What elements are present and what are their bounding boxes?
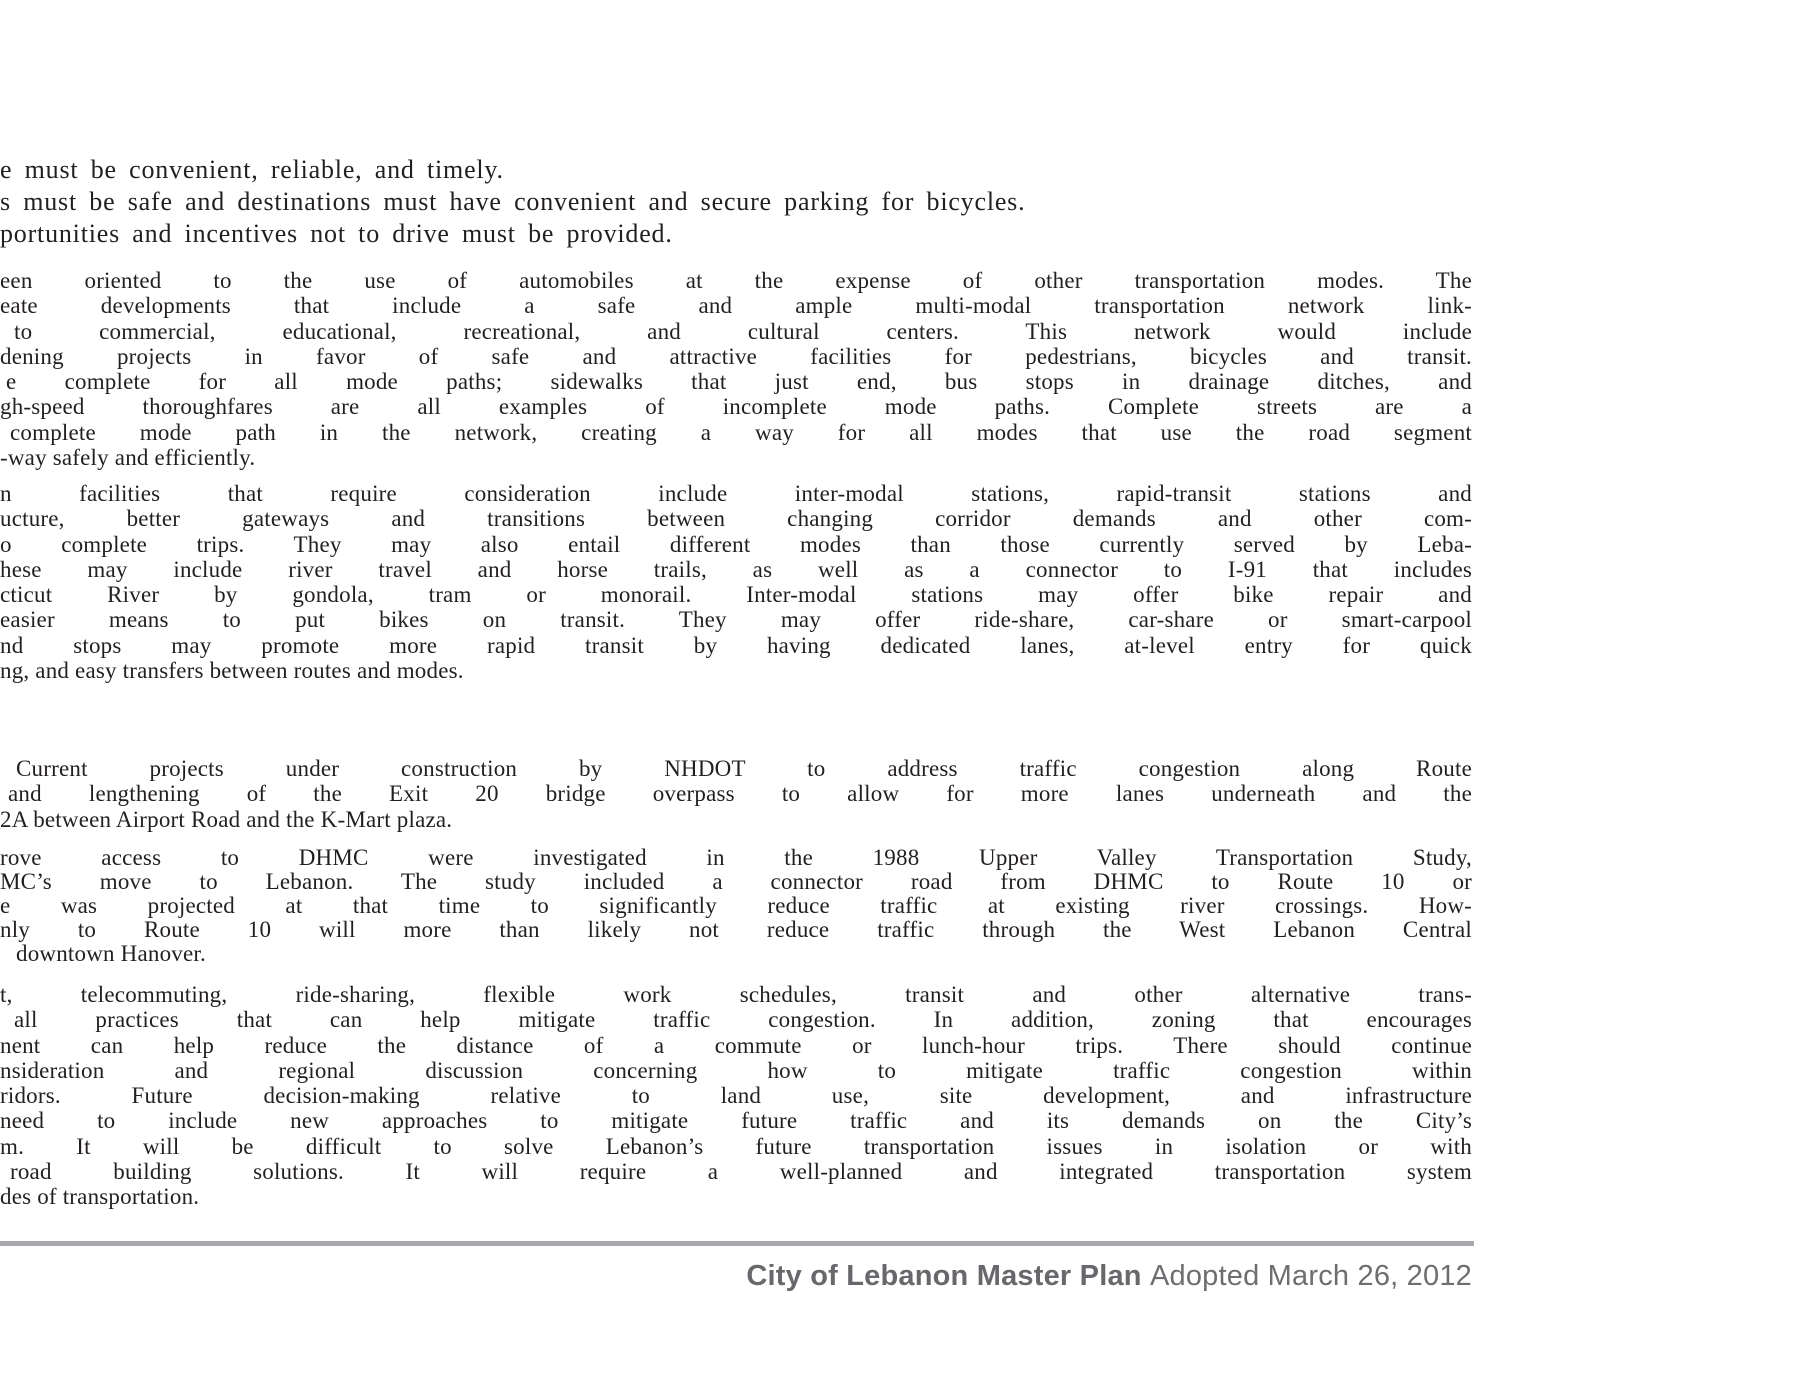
text-line: nd stops may promote more rapid transit by having dedicated lanes, at-level entry for quick bbox=[0, 632, 1472, 658]
text-line: 2A between Airport Road and the K-Mart plaza. bbox=[0, 806, 453, 832]
footer-document-title: City of Lebanon Master Plan bbox=[746, 1260, 1142, 1292]
text-line: nent can help reduce the distance of a commute or lunch-hour trips. There should continue bbox=[0, 1032, 1472, 1058]
footer-spacer bbox=[1142, 1260, 1150, 1292]
footer-rule bbox=[0, 1241, 1474, 1246]
text-line: need to include new approaches to mitigate future traffic and its demands on the City’s bbox=[0, 1108, 1472, 1134]
text-line: nsideration and regional discussion concerning how to mitigate traffic congestion within bbox=[0, 1057, 1472, 1083]
paragraph-intermodal-facilities bbox=[0, 481, 1472, 683]
text-line: t, telecommuting, ride-sharing, flexible work schedules, transit and other alternative trans- bbox=[0, 982, 1472, 1007]
text-line: n facilities that require consideration include inter-modal stations, rapid-transit stations and bbox=[0, 481, 1472, 506]
footer-adopted-date: Adopted March 26, 2012 bbox=[1149, 1260, 1472, 1292]
text-line: hese may include river travel and horse trails, as well as a connector to I-91 that includes bbox=[0, 556, 1472, 582]
text-line: e was projected at that time to significantly reduce traffic at existing river crossings. How- bbox=[0, 893, 1472, 918]
text-line: and lengthening of the Exit 20 bridge overpass to allow for more lanes underneath and the bbox=[8, 781, 1472, 807]
text-line: portunities and incentives not to drive must be provided. bbox=[0, 219, 673, 248]
text-line: downtown Hanover. bbox=[16, 941, 206, 966]
text-line: all practices that can help mitigate traffic congestion. In addition, zoning that encourages bbox=[14, 1007, 1472, 1033]
text-line: Current projects under construction by NHDOT to address traffic congestion along Route bbox=[16, 756, 1472, 781]
text-line: to commercial, educational, recreational, and cultural centers. This network would include bbox=[14, 318, 1472, 344]
text-line: ng, and easy transfers between routes and modes. bbox=[0, 658, 464, 684]
text-line: dening projects in favor of safe and attractive facilities for pedestrians, bicycles and transit. bbox=[0, 343, 1472, 369]
text-line: rove access to DHMC were investigated in the 1988 Upper Valley Transportation Study, bbox=[0, 845, 1472, 870]
text-line: s must be safe and destinations must have convenient and secure parking for bicycles. bbox=[0, 187, 1026, 216]
paragraph-bullet-list bbox=[0, 154, 1472, 250]
text-line: MC’s move to Lebanon. The study included a connector road from DHMC to Route 10 or bbox=[0, 869, 1472, 894]
text-line: gh-speed thoroughfares are all examples of incomplete mode paths. Complete streets are a bbox=[0, 394, 1472, 420]
text-line: e complete for all mode paths; sidewalks that just end, bus stops in drainage ditches, and bbox=[6, 369, 1472, 395]
text-line: road building solutions. It will require a well-planned and integrated transportation system bbox=[10, 1159, 1472, 1185]
text-line: een oriented to the use of automobiles at the expense of other transportation modes. The bbox=[0, 268, 1472, 293]
text-line: e must be convenient, reliable, and timely. bbox=[0, 155, 504, 184]
text-line: nly to Route 10 will more than likely not reduce traffic through the West Lebanon Central bbox=[0, 917, 1472, 942]
text-line: easier means to put bikes on transit. They may offer ride-share, car-share or smart-carpool bbox=[0, 607, 1472, 633]
text-line: ucture, better gateways and transitions between changing corridor demands and other com- bbox=[0, 506, 1472, 532]
text-line: cticut River by gondola, tram or monorail. Inter-modal stations may offer bike repair and bbox=[0, 582, 1472, 608]
text-line: eate developments that include a safe and ample multi-modal transportation network link- bbox=[0, 293, 1472, 319]
text-line: o complete trips. They may also entail different modes than those currently served by Leba- bbox=[0, 531, 1472, 557]
text-line: ridors. Future decision-making relative to land use, site development, and infrastructure bbox=[0, 1083, 1472, 1109]
text-line: des of transportation. bbox=[0, 1184, 200, 1210]
paragraph-dhmc-access bbox=[0, 846, 1472, 966]
text-line: complete mode path in the network, creating a way for all modes that use the road segment bbox=[10, 419, 1472, 445]
paragraph-congestion-mitigation bbox=[0, 982, 1472, 1210]
text-line: -way safely and efficiently. bbox=[0, 445, 256, 471]
paragraph-nhdot-projects bbox=[0, 756, 1472, 832]
paragraph-complete-streets bbox=[0, 268, 1472, 470]
page-footer bbox=[0, 1260, 1472, 1292]
text-line: m. It will be difficult to solve Lebanon’s future transportation issues in isolation or with bbox=[0, 1133, 1472, 1159]
